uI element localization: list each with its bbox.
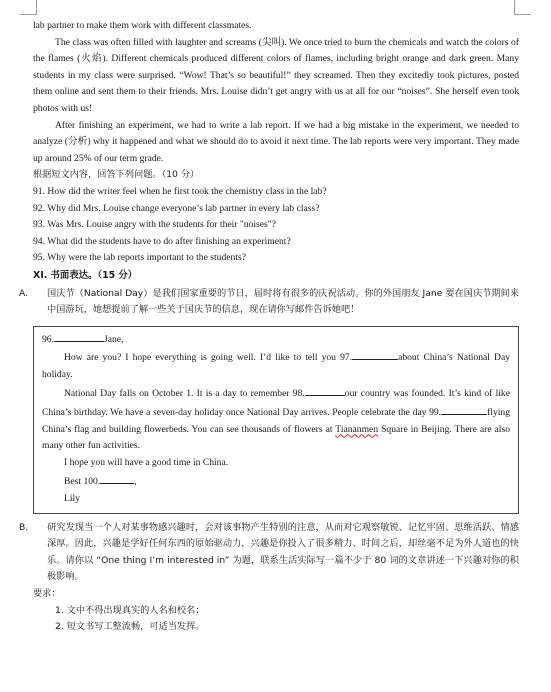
letter-text: National Day falls on October 1. It is a day to remember 98.	[64, 388, 305, 400]
blank-97[interactable]	[352, 348, 398, 360]
question-91: 91. How did the writer feel when he first took the chemistry class in the lab?	[33, 185, 327, 197]
letter-paragraph-1	[42, 348, 510, 384]
letter-box	[33, 326, 519, 514]
task-b-label: B.	[19, 521, 29, 533]
letter-text: Square in Beijing. There are also many other fun activities.	[42, 423, 511, 452]
section-heading: XI. 书面表达。（15 分）	[33, 269, 138, 281]
letter-signature: Lily	[64, 492, 80, 504]
task-b-text: 研究发现当一个人对某事物感兴趣时，会对该事物产生特别的注意，从而对它观察敏锐、记忆牢固、思维活跃、情感深厚。因此，兴趣是学好任何东西的原始驱动力，兴趣是你投入了很多精力、时间之后，却丝毫不足为外人道也的快乐。请你以 “One thing I’m interested in” 为题，联系生活实际写一篇不少于 80 词的文章讲述一下兴趣对你的积极影响。	[47, 521, 519, 583]
blank-96[interactable]	[54, 330, 104, 342]
task-a-label: A.	[19, 287, 29, 299]
page-content	[19, 18, 519, 636]
blank-number-100: Best 100.	[64, 476, 101, 488]
blank-number-96: 96.	[42, 333, 54, 345]
letter-salutation: Jane,	[104, 333, 124, 345]
letter-closing-line: I hope you will have a good time in China.	[64, 457, 229, 469]
blank-99[interactable]	[441, 403, 487, 415]
passage-paragraph: After finishing an experiment, we had to write a lab report. If we had a big mistake in the experiment, we needed to analyze (分析) why it happened and what we should do to avoid it next time. The lab reports were very important. They made up around 25% of our term grade.	[33, 119, 519, 164]
place-name: Tiananmen	[335, 423, 379, 435]
question-94: 94. What did the students have to do after finishing an experiment?	[33, 235, 291, 247]
page-corner-mark-right	[514, 0, 531, 15]
letter-text: ,	[134, 476, 137, 488]
question-93: 93. Was Mrs. Louise angry with the students for their "noises"?	[33, 219, 276, 231]
question-95: 95. Why were the lab reports important to the students?	[33, 252, 246, 264]
letter-text: flying China’s flag and building flowerbeds. You can see thousands of flowers at	[42, 406, 510, 435]
answer-instruction: 根据短文内容，回答下列问题。（10 分）	[33, 169, 200, 181]
requirements-label: 要求：	[33, 588, 61, 600]
requirement-item: 1. 文中不得出现真实的人名和校名；	[55, 604, 205, 616]
letter-text: How are you? I hope everything is going well. I’d like to tell you 97.	[64, 352, 353, 364]
question-92: 92. Why did Mrs. Louise change everyone’s lab partner in every lab class?	[33, 202, 320, 214]
letter-text: our country was founded. It’s kind of like China’s birthday. We have a seven-day holiday once National Day arrives. People celebrate the day 99.	[42, 388, 510, 418]
letter-text: about China’s National Day holiday.	[42, 352, 510, 381]
task-a	[19, 286, 519, 319]
passage-line: lab partner to make them work with different classmates.	[33, 20, 252, 31]
blank-100[interactable]	[100, 472, 134, 484]
letter-sign-off	[42, 472, 510, 491]
task-a-text: 国庆节（National Day）是我们国家重要的节日，届时将有很多的庆祝活动。你的外国朋友 Jane 要在国庆节期间来中国游玩，她想提前了解一些关于国庆节的信息，现在请你写邮件告诉她吧！	[47, 287, 519, 316]
page-corner-mark-left	[20, 0, 37, 15]
task-b	[19, 520, 519, 586]
blank-98[interactable]	[305, 384, 345, 396]
letter-salutation-line	[42, 330, 510, 349]
letter-paragraph-2	[42, 384, 510, 455]
passage-paragraph: The class was often filled with laughter and screams (尖叫). We once tried to burn the chemicals and watch the colors of the flames (火焰). Different chemicals produced different colors of flames, including bright orange and dark green. Many students in my class were surprised. “Wow! That’s so beautiful!” they screamed. Then they excitedly took pictures, posted them online and sent them to their friends. Mrs. Louise didn’t get angry with us at all for our “noises”. She herself even took photos with us!	[33, 36, 519, 114]
requirement-item: 2. 短文书写工整流畅，可适当发挥。	[55, 621, 205, 633]
